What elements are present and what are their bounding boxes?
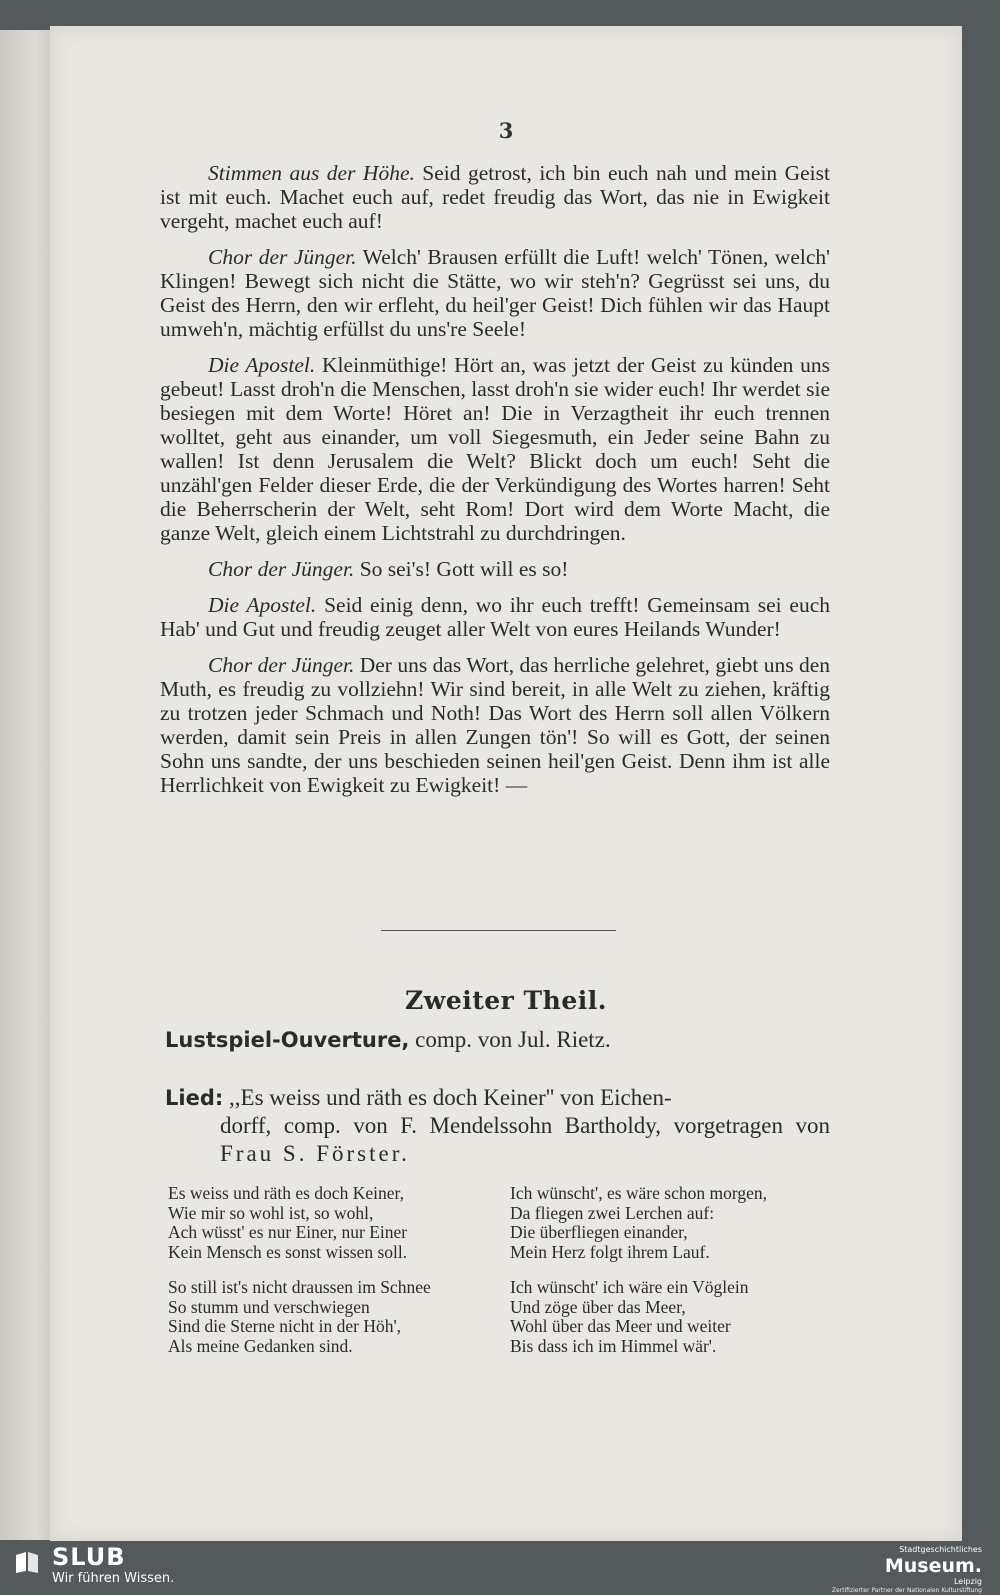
lyrics-stanza bbox=[510, 1184, 840, 1262]
lyrics-line: Mein Herz folgt ihrem Lauf. bbox=[510, 1241, 710, 1262]
libretto-paragraph bbox=[160, 353, 830, 545]
lyrics-stanza bbox=[510, 1278, 840, 1356]
lyrics-line: Ich wünscht', es wäre schon morgen, bbox=[510, 1183, 767, 1203]
lyrics-column-right bbox=[510, 1184, 840, 1372]
lied-text-first-line: ,,Es weiss und räth es doch Keiner'' von Eichen- bbox=[223, 1085, 672, 1110]
slub-name: SLUB bbox=[52, 1543, 126, 1571]
speaker-name: Chor der Jünger. bbox=[208, 557, 355, 581]
speaker-name: Stimmen aus der Höhe. bbox=[208, 161, 415, 185]
paragraph-text: Welch' Brausen erfüllt die Luft! welch' Tönen, welch' Klingen! Bewegt sich nicht die Stätte, wo wir steh'n? Gegrüsst sei uns, du Geist des Herrn, den wir erfleht, du heil'ger Geist! Dich fühlen wir das Haupt umweh'n, mächtig erfüllst du uns're Seele! bbox=[160, 245, 831, 341]
previous-page-edge bbox=[0, 30, 50, 1540]
lied-performer: Frau S. Förster. bbox=[220, 1141, 410, 1166]
lyrics-column-left bbox=[168, 1184, 498, 1372]
libretto-text bbox=[160, 161, 830, 809]
section-title: Zweiter Theil. bbox=[405, 986, 607, 1015]
speaker-name: Chor der Jünger. bbox=[208, 245, 357, 269]
section-divider bbox=[381, 930, 616, 931]
lyrics-line: Da fliegen zwei Lerchen auf: bbox=[510, 1202, 715, 1223]
libretto-paragraph bbox=[160, 653, 830, 797]
lyrics-stanza bbox=[168, 1278, 498, 1356]
lyrics-line: Als meine Gedanken sind. bbox=[168, 1335, 353, 1356]
lyrics-line: So stumm und verschwiegen bbox=[168, 1296, 370, 1317]
lied-text-continuation bbox=[165, 1112, 830, 1168]
libretto-paragraph bbox=[160, 161, 830, 233]
lyrics-line: So still ist's nicht draussen im Schnee bbox=[168, 1277, 431, 1297]
lyrics-line: Wie mir so wohl ist, so wohl, bbox=[168, 1202, 374, 1223]
paragraph-text: Seid einig denn, wo ihr euch trefft! Gemeinsam sei euch Hab' und Gut und freudig zeuget aller Welt von eures Heilands Wunder! bbox=[160, 593, 830, 641]
lyrics-line: Die überfliegen einander, bbox=[510, 1222, 688, 1242]
lyrics-line: Und zöge über das Meer, bbox=[510, 1296, 686, 1317]
song-lyrics bbox=[168, 1184, 840, 1372]
libretto-paragraph bbox=[160, 245, 830, 341]
museum-city: Leipzig bbox=[953, 1577, 982, 1586]
museum-logo bbox=[832, 1545, 982, 1595]
speaker-name: Chor der Jünger. bbox=[208, 653, 355, 677]
speaker-name: Die Apostel. bbox=[208, 593, 317, 617]
museum-top-text: Stadtgeschichtliches bbox=[899, 1545, 982, 1554]
libretto-paragraph bbox=[160, 557, 830, 581]
page-number: 3 bbox=[498, 118, 514, 143]
document-page bbox=[50, 26, 962, 1542]
libretto-paragraph bbox=[160, 593, 830, 641]
slub-tagline: Wir führen Wissen. bbox=[52, 1571, 175, 1586]
speaker-name: Die Apostel. bbox=[208, 353, 316, 377]
paragraph-text: Der uns das Wort, das herrliche gelehret, giebt uns den Muth, es freudig zu vollziehn! Wir sind bereit, in alle Welt zu ziehen, kräftig zu trotzen jeder Schmach und Noth! Das Wort des Herrn soll allen Völkern werden, damit sein Preis in allen Zungen tön'! So will es Gott, der seinen Sohn uns sandte, der uns beschieden seinen heil'gen Geist. Denn ihm ist alle Herrlichkeit von Ewigkeit zu Ewigkeit! — bbox=[160, 653, 830, 797]
slub-logo-icon bbox=[14, 1549, 40, 1575]
paragraph-text: So sei's! Gott will es so! bbox=[354, 557, 569, 581]
lyrics-stanza bbox=[168, 1184, 498, 1262]
lyrics-line: Wohl über das Meer und weiter bbox=[510, 1316, 731, 1336]
footer-bar bbox=[0, 1541, 1000, 1594]
program-item-lied bbox=[165, 1084, 830, 1168]
lyrics-line: Ich wünscht' ich wäre ein Vöglein bbox=[510, 1277, 749, 1297]
lyrics-line: Es weiss und räth es doch Keiner, bbox=[168, 1183, 404, 1203]
lyrics-line: Sind die Sterne nicht in der Höh', bbox=[168, 1316, 402, 1336]
museum-name: Museum. bbox=[884, 1555, 982, 1577]
lyrics-line: Kein Mensch es sonst wissen soll. bbox=[168, 1241, 408, 1262]
overture-text: comp. von Jul. Rietz. bbox=[409, 1027, 611, 1052]
paragraph-text: Seid getrost, ich bin euch nah und mein Geist ist mit euch. Machet euch auf, redet freudig das Wort, das nie in Ewigkeit vergeht, machet euch auf! bbox=[160, 161, 830, 233]
program-item-overture bbox=[165, 1026, 830, 1054]
lied-label: Lied: bbox=[165, 1086, 224, 1110]
paragraph-text: Kleinmüthige! Hört an, was jetzt der Geist zu künden uns gebeut! Lasst droh'n die Menschen, lasst droh'n sie wider euch! Ihr werdet sie besiegen mit dem Worte! Höret an! Die in Verzagtheit ihr euch trennen wolltet, geht aus einander, um voll Siegesmuth, ein Jeder seine Bahn zu wallen! Ist denn Jerusalem die Welt? Blickt doch um euch! Seht die unzähl'gen Felder dieser Erde, die der Verkündigung des Wortes harren! Seht die Beherrscherin der Welt, seht Rom! Dort wird dem Worte Macht, die ganze Welt, gleich einem Lichtstrahl zu durchdringen. bbox=[160, 353, 830, 545]
lyrics-line: Bis dass ich im Himmel wär'. bbox=[510, 1335, 717, 1356]
overture-label: Lustspiel-Ouverture, bbox=[165, 1028, 410, 1052]
lyrics-line: Ach wüsst' es nur Einer, nur Einer bbox=[168, 1222, 408, 1242]
lied-text-rest: dorff, comp. von F. Mendelssohn Bartholdy, vorgetragen von bbox=[220, 1113, 830, 1138]
museum-partner-text: Zertifizierter Partner der Nationalen Kulturstiftung bbox=[831, 1587, 982, 1594]
